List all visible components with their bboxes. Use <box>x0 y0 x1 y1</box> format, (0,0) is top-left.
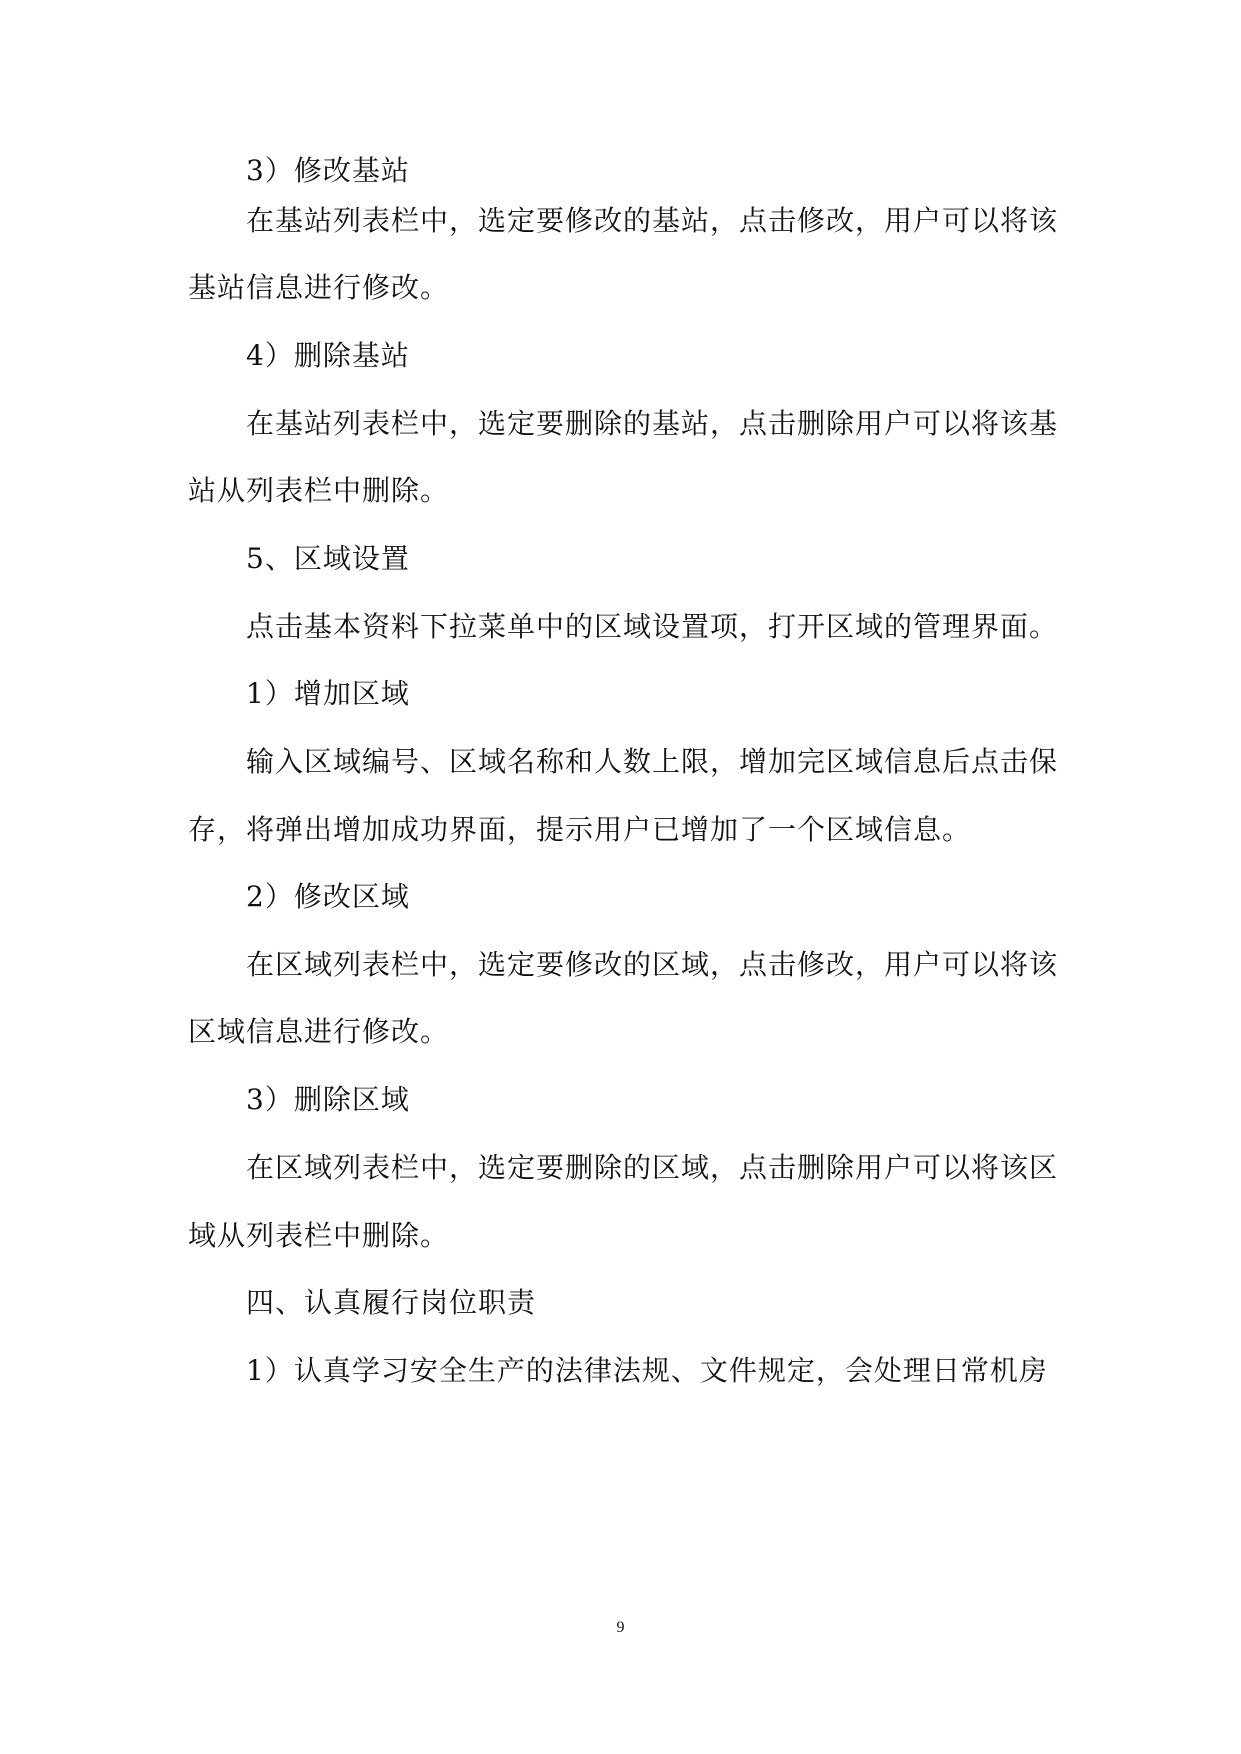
section-heading-area-settings: 5、区域设置 <box>246 542 410 575</box>
section-heading-duties: 四、认真履行岗位职责 <box>246 1286 537 1319</box>
paragraph-line: 在区域列表栏中，选定要删除的区域，点击删除用户可以将该区 <box>246 1151 1059 1184</box>
paragraph-line: 在基站列表栏中，选定要删除的基站，点击删除用户可以将该基 <box>246 407 1059 440</box>
paragraph-line: 1）认真学习安全生产的法律法规、文件规定，会处理日常机房 <box>246 1354 1048 1387</box>
paragraph-line: 基站信息进行修改。 <box>188 271 450 304</box>
subheading-modify-area: 2）修改区域 <box>246 880 410 913</box>
paragraph-line: 输入区域编号、区域名称和人数上限，增加完区域信息后点击保 <box>246 745 1059 778</box>
subheading-delete-area: 3）删除区域 <box>246 1083 410 1116</box>
paragraph-line: 域从列表栏中删除。 <box>188 1219 450 1252</box>
subheading-delete-base-station: 4）删除基站 <box>246 339 410 372</box>
page-number: 9 <box>616 1619 625 1636</box>
paragraph-line: 点击基本资料下拉菜单中的区域设置项，打开区域的管理界面。 <box>246 610 1059 643</box>
paragraph-line: 在基站列表栏中，选定要修改的基站，点击修改，用户可以将该 <box>246 204 1059 237</box>
paragraph-line: 在区域列表栏中，选定要修改的区域，点击修改，用户可以将该 <box>246 948 1059 981</box>
paragraph-line: 存，将弹出增加成功界面，提示用户已增加了一个区域信息。 <box>188 813 972 846</box>
paragraph-line: 站从列表栏中删除。 <box>188 474 450 507</box>
paragraph-line: 区域信息进行修改。 <box>188 1015 450 1048</box>
subheading-add-area: 1）增加区域 <box>246 677 410 710</box>
subheading-modify-base-station: 3）修改基站 <box>246 154 410 187</box>
